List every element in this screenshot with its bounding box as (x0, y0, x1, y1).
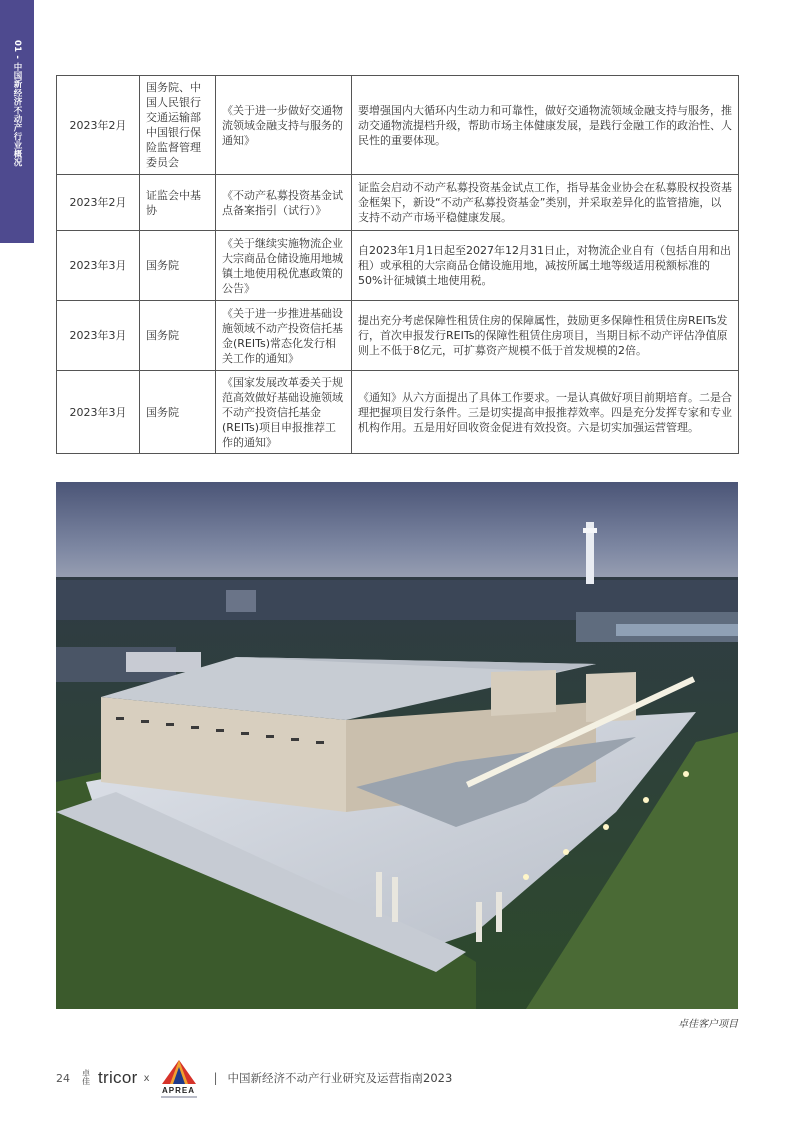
table-row (57, 231, 739, 301)
content-cell: 要增强国内大循环内生动力和可靠性，做好交通物流领域金融支持与服务，推动交通物流提档升级，帮助市场主体健康发展，是践行金融工作的政治性、人民性的重要体现。 (352, 76, 739, 175)
content-cell: 证监会启动不动产私募投资基金试点工作，指导基金业协会在私募股权投资基金框架下，新设“不动产私募投资基金”类别，并采取差异化的监管措施，以支持不动产市场平稳健康发展。 (352, 175, 739, 231)
issuer-cell: 国务院 (140, 371, 216, 454)
document-cell: 《国家发展改革委关于规范高效做好基础设施领域不动产投资信托基金(REITs)项目申报推荐工作的通知》 (216, 371, 352, 454)
chapter-label: 01 - 中国新经济不动产行业概况 (12, 40, 22, 167)
warehouse-aerial-photo (56, 482, 738, 1009)
aprea-tagline-bar (161, 1096, 197, 1098)
issuer-cell: 国务院、中国人民银行交通运输部中国银行保险监督管理委员会 (140, 76, 216, 175)
tricor-logo (82, 1068, 138, 1088)
page-footer (56, 1056, 556, 1100)
table-row (57, 301, 739, 371)
footer-divider: | (213, 1071, 218, 1085)
document-cell: 《关于进一步做好交通物流领域金融支持与服务的通知》 (216, 76, 352, 175)
report-title: 中国新经济不动产行业研究及运营指南2023 (227, 1071, 453, 1085)
document-cell: 《不动产私募投资基金试点备案指引（试行）》 (216, 175, 352, 231)
issuer-cell: 国务院 (140, 231, 216, 301)
table-row (57, 371, 739, 454)
tricor-mark: 卓佳 (82, 1069, 90, 1086)
date-cell: 2023年3月 (57, 231, 140, 301)
aprea-wordmark: APREA (161, 1085, 195, 1095)
date-cell: 2023年3月 (57, 371, 140, 454)
issuer-cell: 国务院 (140, 301, 216, 371)
document-cell: 《关于继续实施物流企业大宗商品仓储设施用地城镇土地使用税优惠政策的公告》 (216, 231, 352, 301)
date-cell: 2023年2月 (57, 175, 140, 231)
page-number: 24 (56, 1071, 70, 1085)
chapter-side-tab (0, 0, 34, 243)
issuer-cell: 证监会中基协 (140, 175, 216, 231)
aprea-logo (158, 1059, 200, 1098)
policy-table (56, 75, 739, 454)
content-cell: 提出充分考虑保障性租赁住房的保障属性，鼓励更多保障性租赁住房REITs发行，首次申报发行REITs的保障性租赁住房项目，当期目标不动产评估净值原则上不低于8亿元，可扩募资产规模不低于首发规模的2倍。 (352, 301, 739, 371)
logo-separator: x (143, 1072, 150, 1084)
photo-caption: 卓佳客户项目 (678, 1019, 738, 1030)
tricor-wordmark: tricor (98, 1068, 138, 1087)
table-row (57, 76, 739, 175)
content-cell: 自2023年1月1日起至2027年12月31日止，对物流企业自有（包括自用和出租）或承租的大宗商品仓储设施用地，减按所属土地等级适用税额标准的50%计征城镇土地使用税。 (352, 231, 739, 301)
document-cell: 《关于进一步推进基础设施领域不动产投资信托基金(REITs)常态化发行相关工作的通知》 (216, 301, 352, 371)
date-cell: 2023年2月 (57, 76, 140, 175)
date-cell: 2023年3月 (57, 301, 140, 371)
table-row (57, 175, 739, 231)
warehouse-illustration (56, 482, 738, 1009)
aprea-triangle-icon (161, 1059, 197, 1085)
content-cell: 《通知》从六方面提出了具体工作要求。一是认真做好项目前期培育。二是合理把握项目发行条件。三是切实提高申报推荐效率。四是充分发挥专家和专业机构作用。五是用好回收资金促进有效投资。六是切实加强运营管理。 (352, 371, 739, 454)
